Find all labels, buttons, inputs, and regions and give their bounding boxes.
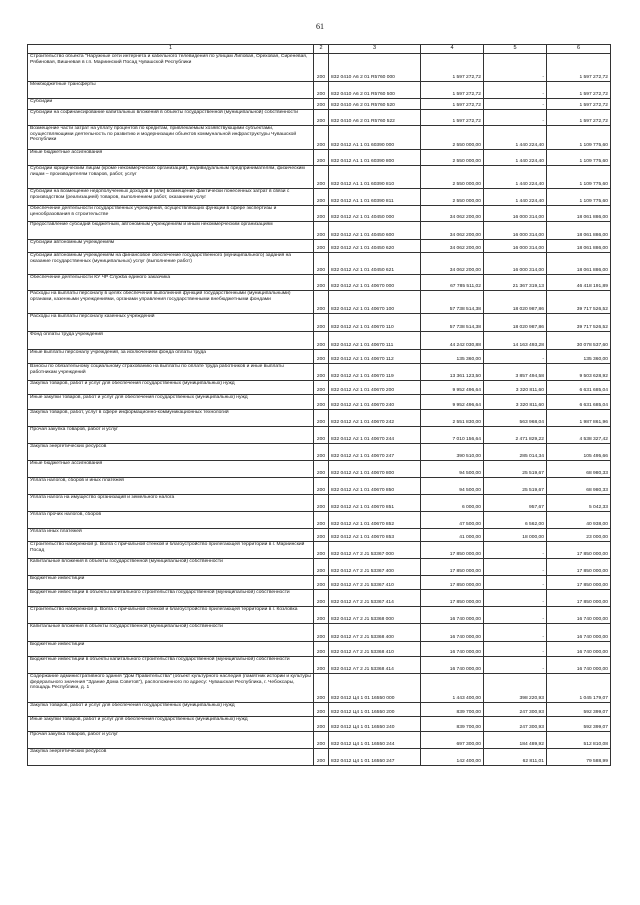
budget-classification-code-cell: 832 0412 А7 2 J1 53368 000: [329, 607, 421, 624]
budget-classification-code-cell: 832 0412 А2 1 01 40670 851: [329, 495, 421, 512]
table-header-row: [28, 45, 611, 54]
executed-amount-cell: 16 000 314,00: [484, 240, 547, 253]
row-code-cell: 200: [314, 542, 329, 559]
table-row: [28, 206, 611, 222]
row-code-cell: 200: [314, 529, 329, 542]
executed-amount-cell: 3 320 811,60: [484, 395, 547, 410]
row-name-cell: Строительство объекта "Наружные сети интернета и кабельного телевидения по улицам Липовая, Ореховая, Сиреневая, Рябиновая, Вишневая в г.п. Мариинский Посад Чувашской Республики: [28, 54, 314, 82]
budget-classification-code-cell: 832 0412 А2 1 01 40670 100: [329, 291, 421, 314]
executed-amount-cell: 957,67: [484, 495, 547, 512]
executed-amount-cell: -: [484, 99, 547, 110]
unexecuted-amount-cell: 39 717 526,52: [547, 291, 611, 314]
approved-amount-cell: 47 500,00: [421, 512, 484, 529]
budget-classification-code-cell: 832 0412 А1 1 01 60390 000: [329, 126, 421, 150]
approved-amount-cell: 67 785 511,02: [421, 275, 484, 291]
unexecuted-amount-cell: 1 597 272,72: [547, 99, 611, 110]
budget-classification-code-cell: 832 0412 А2 1 01 40670 000: [329, 275, 421, 291]
unexecuted-amount-cell: 1 109 775,60: [547, 150, 611, 166]
executed-amount-cell: 285 014,34: [484, 444, 547, 461]
row-name-cell: Расходы на выплаты персоналу казенных учреждений: [28, 314, 314, 332]
unexecuted-amount-cell: 68 980,33: [547, 478, 611, 495]
budget-classification-code-cell: 832 0412 Ц4 1 01 16550 247: [329, 749, 421, 766]
row-name-cell: Строительство набережной р. Волга с причальной стенкой и благоустройство прилегающей территории в г. Мариинский Посад: [28, 542, 314, 559]
table-row: [28, 291, 611, 314]
approved-amount-cell: 16 740 000,00: [421, 607, 484, 624]
budget-classification-code-cell: 832 0412 А7 2 J1 53367 000: [329, 542, 421, 559]
table-row: [28, 110, 611, 126]
unexecuted-amount-cell: 17 850 000,00: [547, 576, 611, 590]
approved-amount-cell: 57 738 514,38: [421, 314, 484, 332]
row-code-cell: 200: [314, 749, 329, 766]
row-name-cell: Иные закупки товаров, работ и услуг для обеспечения государственных (муниципальных) нужд: [28, 717, 314, 732]
row-code-cell: 200: [314, 82, 329, 99]
approved-amount-cell: 94 500,00: [421, 478, 484, 495]
budget-classification-code-cell: 832 0412 А7 2 J1 53367 414: [329, 590, 421, 607]
budget-classification-code-cell: 832 0412 А2 1 01 40670 852: [329, 512, 421, 529]
budget-classification-code-cell: 832 0412 А2 1 01 40670 800: [329, 461, 421, 478]
budget-classification-code-cell: 832 0412 А1 1 01 60390 810: [329, 166, 421, 189]
budget-classification-code-cell: 832 0412 А2 1 01 40670 850: [329, 478, 421, 495]
row-name-cell: Капитальные вложения в объекты государственной (муниципальной) собственности: [28, 559, 314, 576]
row-name-cell: Прочая закупка товаров, работ и услуг: [28, 427, 314, 444]
approved-amount-cell: 94 500,00: [421, 461, 484, 478]
executed-amount-cell: 1 440 224,40: [484, 166, 547, 189]
approved-amount-cell: 1 597 272,72: [421, 99, 484, 110]
budget-classification-code-cell: 832 0412 А2 1 01 40670 112: [329, 350, 421, 364]
executed-amount-cell: 25 519,67: [484, 461, 547, 478]
table-row: [28, 189, 611, 206]
executed-amount-cell: -: [484, 559, 547, 576]
row-name-cell: Расходы на выплаты персоналу в целях обеспечения выполнения функций государственными (муниципальными) органами, казенными учреждениями, органами управления государственными внебюджетными фондами: [28, 291, 314, 314]
table-row: [28, 542, 611, 559]
budget-classification-code-cell: 832 0412 А2 1 01 40450 000: [329, 206, 421, 222]
budget-classification-code-cell: 832 0410 А6 2 01 R5760 500: [329, 82, 421, 99]
approved-amount-cell: 34 062 200,00: [421, 206, 484, 222]
approved-amount-cell: 2 551 830,00: [421, 410, 484, 427]
row-name-cell: Прочая закупка товаров, работ и услуг: [28, 732, 314, 749]
budget-classification-code-cell: 832 0412 А2 1 01 40670 244: [329, 427, 421, 444]
approved-amount-cell: 17 850 000,00: [421, 542, 484, 559]
row-name-cell: Субсидии юридическим лицам (кроме некоммерческих организаций), индивидуальным предпринимателям, физическим лицам – производителям товаров, работ, услуг: [28, 166, 314, 189]
row-name-cell: Закупка товаров, работ и услуг для обеспечения государственных (муниципальных) нужд: [28, 703, 314, 717]
unexecuted-amount-cell: 1 987 861,96: [547, 410, 611, 427]
approved-amount-cell: 34 062 200,00: [421, 240, 484, 253]
table-row: [28, 749, 611, 766]
row-name-cell: Уплата иных платежей: [28, 529, 314, 542]
row-code-cell: 200: [314, 381, 329, 395]
unexecuted-amount-cell: 592 399,07: [547, 717, 611, 732]
row-code-cell: 200: [314, 461, 329, 478]
row-name-cell: Предоставление субсидий бюджетным, автономным учреждениям и иным некоммерческим организациям: [28, 222, 314, 240]
approved-amount-cell: 9 952 496,64: [421, 381, 484, 395]
unexecuted-amount-cell: 18 061 886,00: [547, 253, 611, 275]
unexecuted-amount-cell: 18 061 886,00: [547, 240, 611, 253]
executed-amount-cell: 16 000 314,00: [484, 253, 547, 275]
executed-amount-cell: 6 562,00: [484, 512, 547, 529]
budget-classification-code-cell: 832 0412 А7 2 J1 53368 410: [329, 642, 421, 657]
row-code-cell: 200: [314, 395, 329, 410]
page-number: 61: [316, 22, 324, 31]
row-code-cell: 200: [314, 110, 329, 126]
unexecuted-amount-cell: 512 810,08: [547, 732, 611, 749]
row-name-cell: Обеспечение деятельности государственных учреждений, осуществляющих функции в сфере экспертизы и ценообразования в строительстве: [28, 206, 314, 222]
row-code-cell: 200: [314, 126, 329, 150]
table-row: [28, 395, 611, 410]
unexecuted-amount-cell: 1 597 272,72: [547, 110, 611, 126]
row-name-cell: Субсидии автономным учреждениям: [28, 240, 314, 253]
row-code-cell: 200: [314, 576, 329, 590]
approved-amount-cell: 1 443 400,00: [421, 674, 484, 703]
approved-amount-cell: 16 740 000,00: [421, 624, 484, 642]
table-row: [28, 529, 611, 542]
table-row: [28, 253, 611, 275]
row-name-cell: Строительство набережной р. Волга с причальной стенкой и благоустройство прилегающей территории в г. Козловка: [28, 607, 314, 624]
approved-amount-cell: 839 700,00: [421, 703, 484, 717]
row-code-cell: 200: [314, 717, 329, 732]
approved-amount-cell: 17 850 000,00: [421, 576, 484, 590]
table-row: [28, 732, 611, 749]
unexecuted-amount-cell: 18 061 886,00: [547, 206, 611, 222]
row-code-cell: 200: [314, 624, 329, 642]
row-name-cell: Закупка энергетических ресурсов: [28, 444, 314, 461]
executed-amount-cell: 3 320 811,60: [484, 381, 547, 395]
table-row: [28, 657, 611, 674]
approved-amount-cell: 2 550 000,00: [421, 189, 484, 206]
budget-classification-code-cell: 832 0410 А6 2 01 R5760 522: [329, 110, 421, 126]
unexecuted-amount-cell: 39 717 526,52: [547, 314, 611, 332]
table-row: [28, 444, 611, 461]
approved-amount-cell: 697 300,00: [421, 732, 484, 749]
row-name-cell: Бюджетные инвестиции: [28, 576, 314, 590]
row-name-cell: Бюджетные инвестиции в объекты капитального строительства государственной (муниципальной) собственности: [28, 657, 314, 674]
row-code-cell: 200: [314, 364, 329, 381]
unexecuted-amount-cell: 1 109 775,60: [547, 126, 611, 150]
approved-amount-cell: 16 740 000,00: [421, 657, 484, 674]
executed-amount-cell: 247 300,93: [484, 717, 547, 732]
unexecuted-amount-cell: 16 740 000,00: [547, 642, 611, 657]
row-name-cell: Иные бюджетные ассигнования: [28, 461, 314, 478]
unexecuted-amount-cell: 17 850 000,00: [547, 559, 611, 576]
unexecuted-amount-cell: 9 503 628,92: [547, 364, 611, 381]
approved-amount-cell: 41 000,00: [421, 529, 484, 542]
executed-amount-cell: -: [484, 110, 547, 126]
row-name-cell: Закупка энергетических ресурсов: [28, 749, 314, 766]
table-row: [28, 607, 611, 624]
row-code-cell: 200: [314, 607, 329, 624]
table-row: [28, 332, 611, 350]
row-name-cell: Иные закупки товаров, работ и услуг для обеспечения государственных (муниципальных) нужд: [28, 395, 314, 410]
row-name-cell: Закупка товаров, работ и услуг для обеспечения государственных (муниципальных) нужд: [28, 381, 314, 395]
row-code-cell: 200: [314, 189, 329, 206]
table-row: [28, 427, 611, 444]
unexecuted-amount-cell: 1 045 179,07: [547, 674, 611, 703]
budget-classification-code-cell: 832 0412 А7 2 J1 53367 400: [329, 559, 421, 576]
executed-amount-cell: 62 811,01: [484, 749, 547, 766]
approved-amount-cell: 142 400,00: [421, 749, 484, 766]
row-name-cell: Иные выплаты персоналу учреждений, за исключением фонда оплаты труда: [28, 350, 314, 364]
budget-classification-code-cell: 832 0412 А7 2 J1 53368 400: [329, 624, 421, 642]
row-name-cell: Межбюджетные трансферты: [28, 82, 314, 99]
executed-amount-cell: 184 489,92: [484, 732, 547, 749]
row-name-cell: Бюджетные инвестиции в объекты капитального строительства государственной (муниципальной) собственности: [28, 590, 314, 607]
table-row: [28, 512, 611, 529]
unexecuted-amount-cell: 17 850 000,00: [547, 590, 611, 607]
executed-amount-cell: -: [484, 642, 547, 657]
unexecuted-amount-cell: 592 399,07: [547, 703, 611, 717]
table-row: [28, 222, 611, 240]
unexecuted-amount-cell: 105 495,66: [547, 444, 611, 461]
table-row: [28, 674, 611, 703]
table-row: [28, 381, 611, 395]
approved-amount-cell: 9 952 496,64: [421, 395, 484, 410]
row-code-cell: 200: [314, 512, 329, 529]
executed-amount-cell: -: [484, 54, 547, 82]
row-code-cell: 200: [314, 674, 329, 703]
row-code-cell: 200: [314, 222, 329, 240]
row-code-cell: 200: [314, 150, 329, 166]
budget-classification-code-cell: 832 0412 А2 1 01 40670 200: [329, 381, 421, 395]
table-row: [28, 717, 611, 732]
table-row: [28, 590, 611, 607]
table-row: [28, 576, 611, 590]
unexecuted-amount-cell: 1 109 775,60: [547, 166, 611, 189]
row-name-cell: Субсидии автономным учреждениям на финансовое обеспечение государственного (муниципального) задания на оказание государственных (муниципальных) услуг (выполнение работ): [28, 253, 314, 275]
table-row: [28, 314, 611, 332]
header-cell: 2: [314, 45, 329, 54]
row-code-cell: 200: [314, 732, 329, 749]
executed-amount-cell: -: [484, 82, 547, 99]
budget-classification-code-cell: 832 0412 А2 1 01 40670 111: [329, 332, 421, 350]
approved-amount-cell: 57 738 514,38: [421, 291, 484, 314]
table-row: [28, 495, 611, 512]
executed-amount-cell: -: [484, 590, 547, 607]
table-row: [28, 166, 611, 189]
table-row: [28, 240, 611, 253]
row-code-cell: 200: [314, 206, 329, 222]
executed-amount-cell: 2 471 829,22: [484, 427, 547, 444]
executed-amount-cell: 16 000 314,00: [484, 222, 547, 240]
row-code-cell: 200: [314, 590, 329, 607]
approved-amount-cell: 17 850 000,00: [421, 559, 484, 576]
row-code-cell: 200: [314, 314, 329, 332]
unexecuted-amount-cell: 23 000,00: [547, 529, 611, 542]
row-name-cell: Бюджетные инвестиции: [28, 642, 314, 657]
table-row: [28, 478, 611, 495]
budget-classification-code-cell: 832 0412 А1 1 01 60390 811: [329, 189, 421, 206]
row-name-cell: Субсидии на возмещение недополученных доходов и (или) возмещение фактически понесенных затрат в связи с производством (реализацией) товаров, выполнением работ, оказанием услуг: [28, 189, 314, 206]
row-code-cell: 200: [314, 275, 329, 291]
table-body: [28, 45, 611, 766]
executed-amount-cell: -: [484, 350, 547, 364]
unexecuted-amount-cell: 40 938,00: [547, 512, 611, 529]
approved-amount-cell: 34 062 200,00: [421, 222, 484, 240]
budget-classification-code-cell: 832 0412 А2 1 01 40670 240: [329, 395, 421, 410]
row-name-cell: Обеспечение деятельности КУ ЧР Служба единого заказчика: [28, 275, 314, 291]
row-name-cell: Закупка товаров, работ, услуг в сфере информационно-коммуникационных технологий: [28, 410, 314, 427]
approved-amount-cell: 839 700,00: [421, 717, 484, 732]
approved-amount-cell: 1 597 272,72: [421, 82, 484, 99]
table-row: [28, 126, 611, 150]
row-code-cell: 200: [314, 240, 329, 253]
budget-classification-code-cell: 832 0412 А7 2 J1 53367 410: [329, 576, 421, 590]
header-cell: 3: [329, 45, 421, 54]
row-code-cell: 200: [314, 427, 329, 444]
unexecuted-amount-cell: 1 597 272,72: [547, 82, 611, 99]
row-code-cell: 200: [314, 166, 329, 189]
row-name-cell: Уплата прочих налогов, сборов: [28, 512, 314, 529]
table-row: [28, 624, 611, 642]
row-name-cell: Фонд оплаты труда учреждений: [28, 332, 314, 350]
budget-classification-code-cell: 832 0412 Ц4 1 01 16550 244: [329, 732, 421, 749]
executed-amount-cell: 25 519,67: [484, 478, 547, 495]
row-name-cell: Уплата налогов, сборов и иных платежей: [28, 478, 314, 495]
executed-amount-cell: 1 440 224,40: [484, 189, 547, 206]
approved-amount-cell: 2 550 000,00: [421, 166, 484, 189]
budget-execution-table: [27, 44, 611, 766]
row-code-cell: 200: [314, 253, 329, 275]
table-row: [28, 275, 611, 291]
unexecuted-amount-cell: 17 850 000,00: [547, 542, 611, 559]
row-code-cell: 200: [314, 703, 329, 717]
row-code-cell: 200: [314, 410, 329, 427]
approved-amount-cell: 2 550 000,00: [421, 150, 484, 166]
executed-amount-cell: -: [484, 657, 547, 674]
unexecuted-amount-cell: 1 109 775,60: [547, 189, 611, 206]
executed-amount-cell: 18 020 987,86: [484, 291, 547, 314]
executed-amount-cell: 247 300,93: [484, 703, 547, 717]
table-row: [28, 54, 611, 82]
approved-amount-cell: 2 550 000,00: [421, 126, 484, 150]
table-row: [28, 82, 611, 99]
row-code-cell: 200: [314, 291, 329, 314]
row-code-cell: 200: [314, 478, 329, 495]
budget-classification-code-cell: 832 0412 А2 1 01 40670 247: [329, 444, 421, 461]
row-code-cell: 200: [314, 495, 329, 512]
table-row: [28, 99, 611, 110]
unexecuted-amount-cell: 135 360,00: [547, 350, 611, 364]
approved-amount-cell: 16 740 000,00: [421, 642, 484, 657]
budget-classification-code-cell: 832 0410 А6 2 01 R5760 520: [329, 99, 421, 110]
approved-amount-cell: 1 597 272,72: [421, 110, 484, 126]
executed-amount-cell: 3 857 494,58: [484, 364, 547, 381]
executed-amount-cell: 563 968,04: [484, 410, 547, 427]
row-code-cell: 200: [314, 559, 329, 576]
executed-amount-cell: 18 020 987,86: [484, 314, 547, 332]
row-code-cell: 200: [314, 642, 329, 657]
row-code-cell: 200: [314, 350, 329, 364]
table-row: [28, 350, 611, 364]
unexecuted-amount-cell: 79 588,99: [547, 749, 611, 766]
header-cell: 6: [547, 45, 611, 54]
row-code-cell: 200: [314, 332, 329, 350]
unexecuted-amount-cell: 18 061 886,00: [547, 222, 611, 240]
row-name-cell: Иные бюджетные ассигнования: [28, 150, 314, 166]
executed-amount-cell: 14 163 493,28: [484, 332, 547, 350]
budget-classification-code-cell: 832 0412 А2 1 01 40450 600: [329, 222, 421, 240]
unexecuted-amount-cell: 6 631 685,04: [547, 395, 611, 410]
row-name-cell: Взносы по обязательному социальному страхованию на выплаты по оплате труда работников и иные выплаты работникам учреждений: [28, 364, 314, 381]
executed-amount-cell: -: [484, 542, 547, 559]
unexecuted-amount-cell: 6 631 685,04: [547, 381, 611, 395]
unexecuted-amount-cell: 46 418 191,89: [547, 275, 611, 291]
table-row: [28, 461, 611, 478]
executed-amount-cell: 1 440 224,40: [484, 150, 547, 166]
unexecuted-amount-cell: 30 078 537,60: [547, 332, 611, 350]
table-row: [28, 703, 611, 717]
header-cell: 5: [484, 45, 547, 54]
row-name-cell: Возмещение части затрат на уплату процентов по кредитам, привлекаемым хозяйствующими субъектами, осуществляющими деятельность по развитию и модернизации объектов коммунальной инфраструктуры Чувашской Республики: [28, 126, 314, 150]
row-name-cell: Содержание административного здания "Дом Правительства" (объект культурного наследия (памятник истории и культуры федерального значения "Здание Дома Советов"), расположенного по адресу: Чувашская Республика, г. Чебоксары, площадь Республики, д. 1: [28, 674, 314, 703]
table-row: [28, 410, 611, 427]
approved-amount-cell: 34 062 200,00: [421, 253, 484, 275]
approved-amount-cell: 1 597 272,72: [421, 54, 484, 82]
executed-amount-cell: -: [484, 576, 547, 590]
budget-classification-code-cell: 832 0412 А2 1 01 40670 853: [329, 529, 421, 542]
executed-amount-cell: 1 440 224,40: [484, 126, 547, 150]
row-code-cell: 200: [314, 444, 329, 461]
row-name-cell: Капитальные вложения в объекты государственной (муниципальной) собственности: [28, 624, 314, 642]
budget-classification-code-cell: 832 0412 Ц4 1 01 16550 240: [329, 717, 421, 732]
unexecuted-amount-cell: 16 740 000,00: [547, 607, 611, 624]
unexecuted-amount-cell: 4 538 327,42: [547, 427, 611, 444]
budget-classification-code-cell: 832 0412 А2 1 01 40670 110: [329, 314, 421, 332]
budget-classification-code-cell: 832 0412 А2 1 01 40670 242: [329, 410, 421, 427]
budget-classification-code-cell: 832 0412 А2 1 01 40450 621: [329, 253, 421, 275]
approved-amount-cell: 135 360,00: [421, 350, 484, 364]
unexecuted-amount-cell: 68 980,33: [547, 461, 611, 478]
table-row: [28, 559, 611, 576]
budget-classification-code-cell: 832 0412 А2 1 01 40450 620: [329, 240, 421, 253]
budget-classification-code-cell: 832 0412 Ц4 1 01 16550 200: [329, 703, 421, 717]
row-code-cell: 200: [314, 657, 329, 674]
approved-amount-cell: 17 850 000,00: [421, 590, 484, 607]
executed-amount-cell: 398 220,93: [484, 674, 547, 703]
executed-amount-cell: -: [484, 624, 547, 642]
executed-amount-cell: 21 367 319,13: [484, 275, 547, 291]
approved-amount-cell: 13 361 123,50: [421, 364, 484, 381]
budget-classification-code-cell: 832 0412 А2 1 01 40670 119: [329, 364, 421, 381]
approved-amount-cell: 7 010 156,64: [421, 427, 484, 444]
unexecuted-amount-cell: 1 597 272,72: [547, 54, 611, 82]
budget-classification-code-cell: 832 0412 А1 1 01 60390 800: [329, 150, 421, 166]
budget-classification-code-cell: 832 0412 А7 2 J1 53368 414: [329, 657, 421, 674]
table-row: [28, 642, 611, 657]
approved-amount-cell: 44 242 030,88: [421, 332, 484, 350]
header-cell: 1: [28, 45, 314, 54]
executed-amount-cell: 18 000,00: [484, 529, 547, 542]
header-cell: 4: [421, 45, 484, 54]
budget-classification-code-cell: 832 0412 Ц4 1 01 16550 000: [329, 674, 421, 703]
row-name-cell: Субсидии: [28, 99, 314, 110]
row-code-cell: 200: [314, 99, 329, 110]
executed-amount-cell: 16 000 314,00: [484, 206, 547, 222]
approved-amount-cell: 390 510,00: [421, 444, 484, 461]
budget-classification-code-cell: 832 0410 А6 2 01 R5760 000: [329, 54, 421, 82]
unexecuted-amount-cell: 16 740 000,00: [547, 624, 611, 642]
row-name-cell: Субсидии на софинансирование капитальных вложений в объекты государственной (муниципальной) собственности: [28, 110, 314, 126]
approved-amount-cell: 6 000,00: [421, 495, 484, 512]
row-code-cell: 200: [314, 54, 329, 82]
row-name-cell: Уплата налога на имущество организаций и земельного налога: [28, 495, 314, 512]
table-row: [28, 364, 611, 381]
unexecuted-amount-cell: 5 042,33: [547, 495, 611, 512]
table-row: [28, 150, 611, 166]
executed-amount-cell: -: [484, 607, 547, 624]
unexecuted-amount-cell: 16 740 000,00: [547, 657, 611, 674]
